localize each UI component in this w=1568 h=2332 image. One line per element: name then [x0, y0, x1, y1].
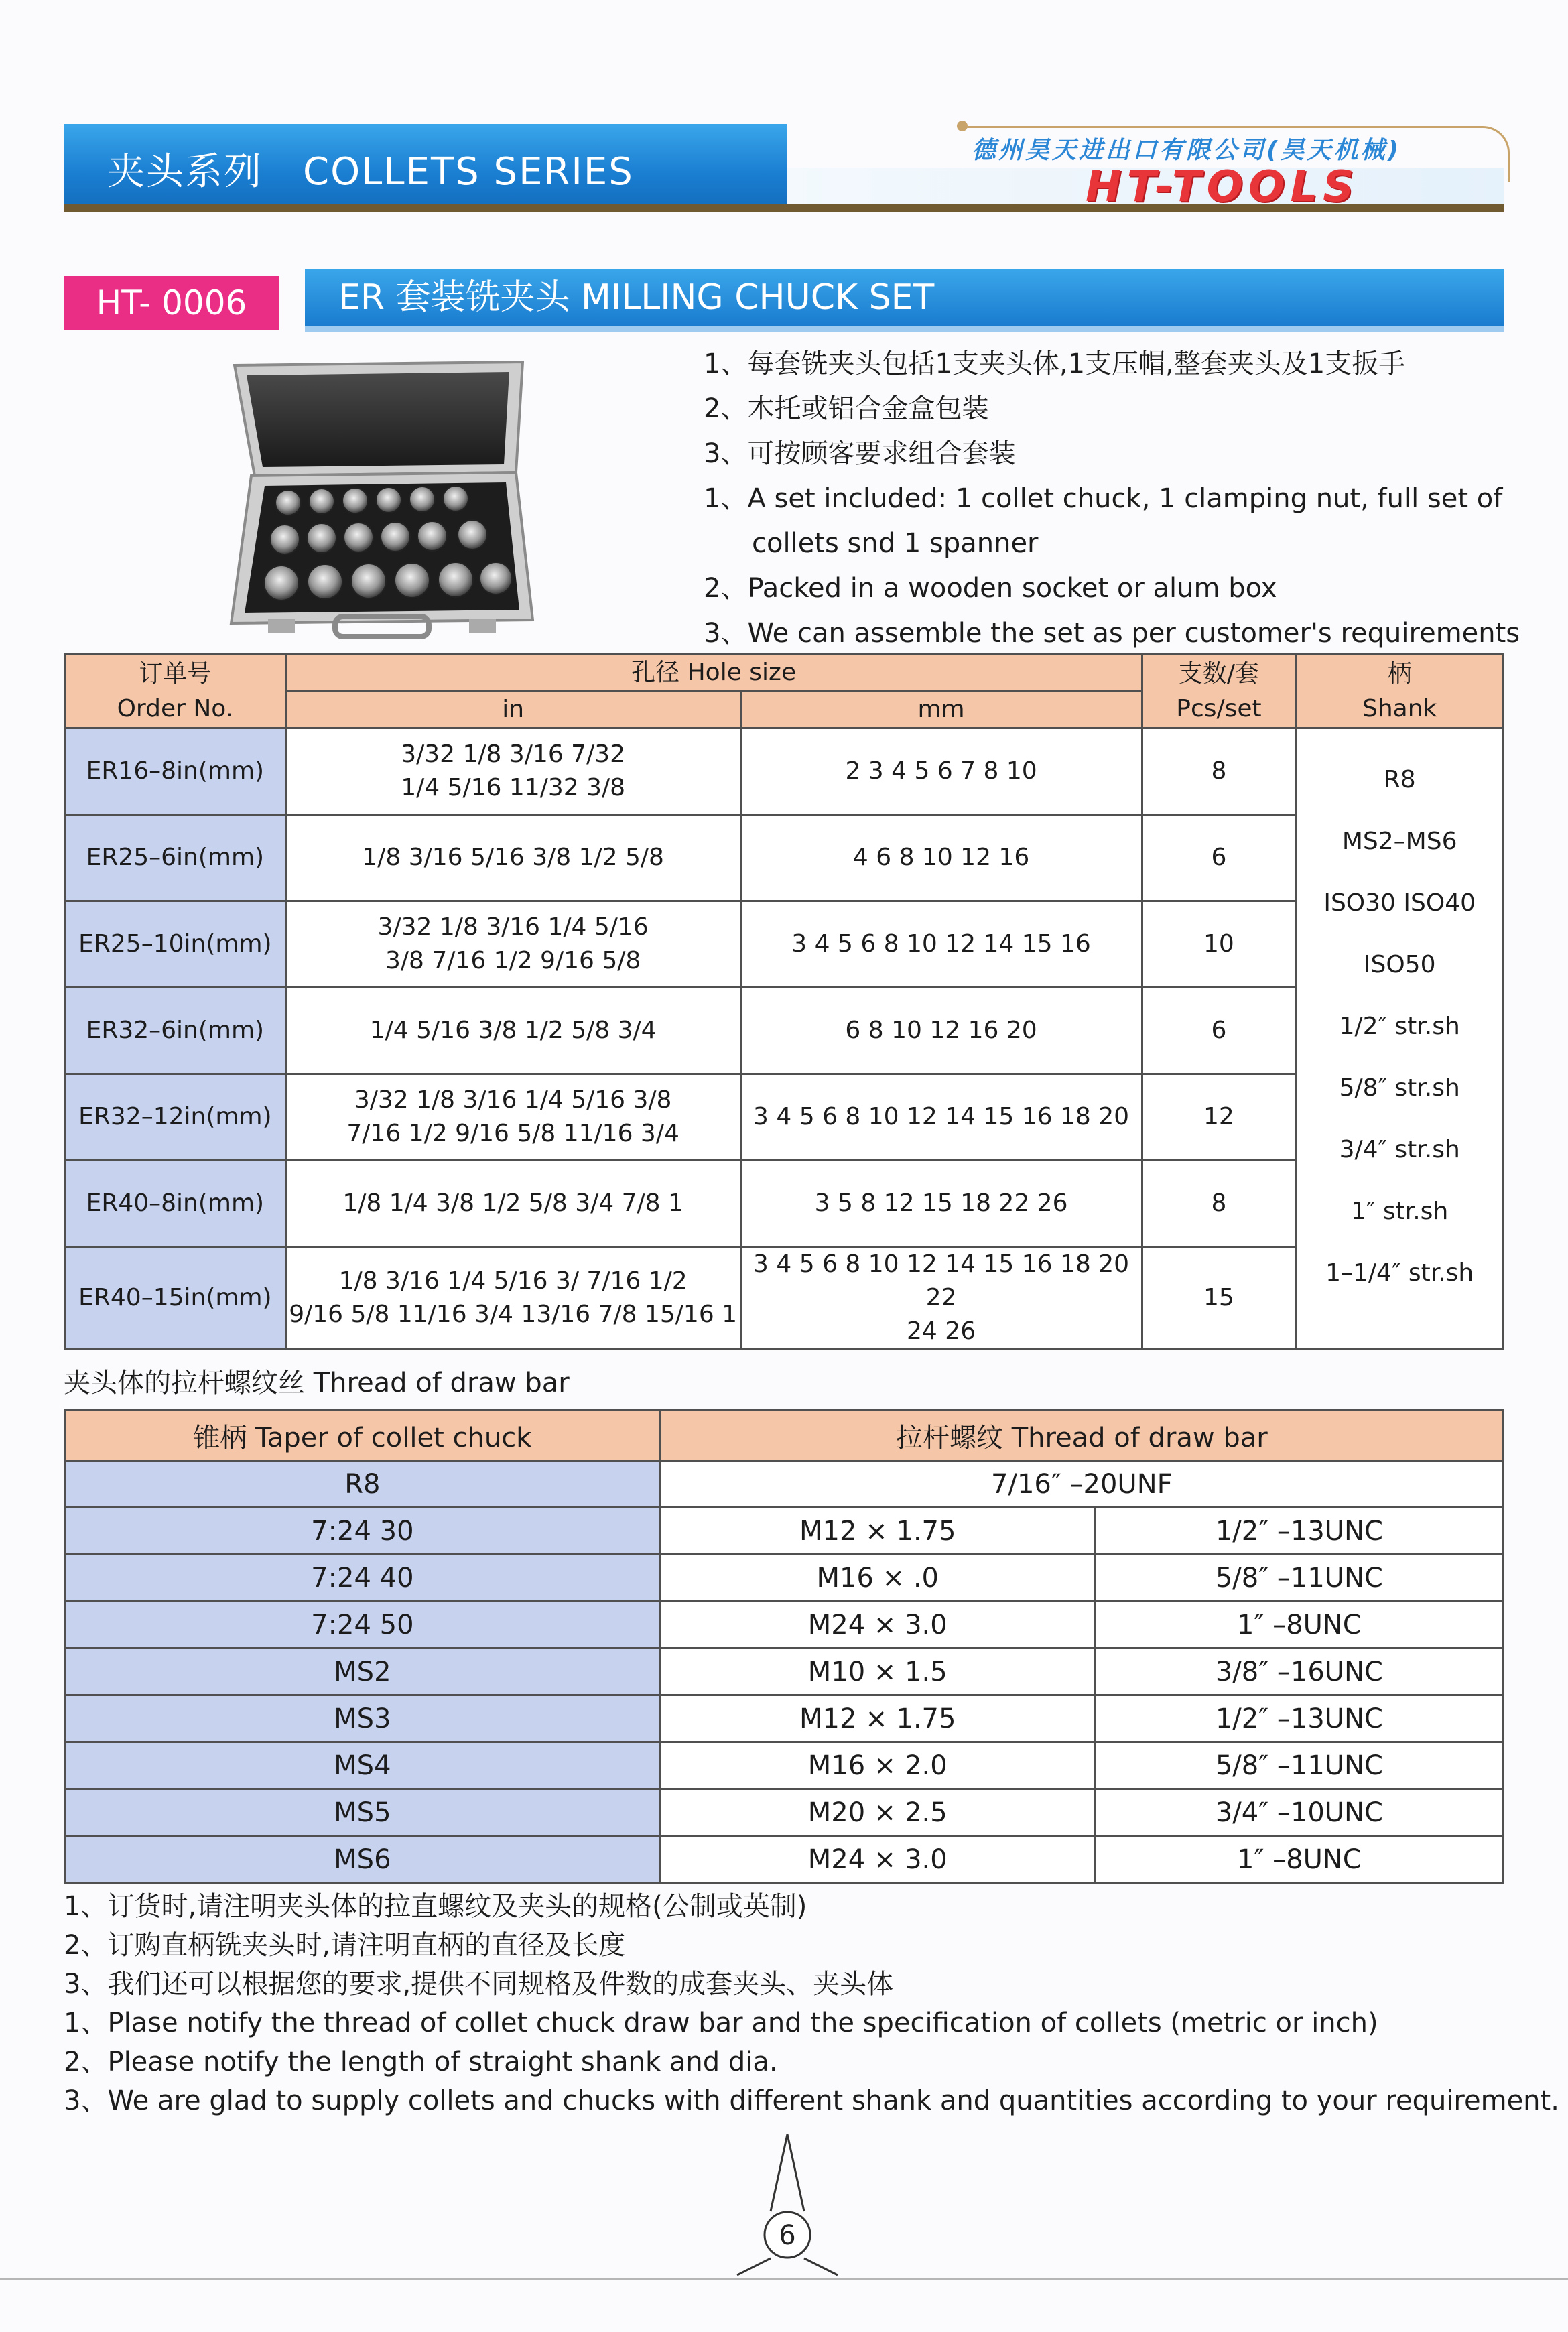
note-line: 2、木托或铝合金盒包装: [704, 393, 989, 424]
pcs-cell: 15: [1142, 1247, 1296, 1350]
product-notes: [704, 342, 1520, 656]
product-title: ER 套装铣夹头 MILLING CHUCK SET: [305, 269, 1504, 326]
footnotes: [64, 1887, 1559, 2120]
collet-case-image: [228, 352, 536, 647]
table-row: [65, 1789, 1504, 1836]
shank-item: R8: [1383, 766, 1416, 793]
inch-cell: 5/8″ –11UNC: [1095, 1742, 1503, 1789]
shank-list: [1296, 728, 1504, 1350]
shank-item: 1–1/4″ str.sh: [1325, 1259, 1474, 1287]
pcs-cell: 8: [1142, 1161, 1296, 1247]
inch-cell: 1/2″ –13UNC: [1095, 1508, 1503, 1555]
note-line: 2、Packed in a wooden socket or alum box: [704, 573, 1277, 604]
mm-cell: 3 4 5 6 8 10 12 14 15 16: [740, 901, 1142, 988]
product-title-shadow: [305, 326, 1504, 332]
mm-cell: 2 3 4 5 6 7 8 10: [740, 728, 1142, 815]
brand-logo: HT-TOOLS: [1086, 162, 1360, 212]
mm-header: mm: [740, 692, 1142, 728]
shank-header: 柄 Shank: [1296, 655, 1504, 728]
pcs-cell: 10: [1142, 901, 1296, 988]
draw-bar-thread-table: [64, 1409, 1504, 1884]
company-name: 德州昊天进出口有限公司(昊天机械): [972, 137, 1401, 164]
pcs-cell: 12: [1142, 1074, 1296, 1161]
table-row: [65, 1555, 1504, 1602]
table-row: [65, 1836, 1504, 1883]
inch-cell: 5/8″ –11UNC: [1095, 1555, 1503, 1602]
shank-item: MS2–MS6: [1342, 828, 1457, 855]
table-row: [65, 1508, 1504, 1555]
pcs-cell: 8: [1142, 728, 1296, 815]
thread-header: 拉杆螺纹 Thread of draw bar: [660, 1411, 1503, 1461]
note-line: 3、可按顾客要求组合套装: [704, 438, 1016, 469]
table-row: [65, 1461, 1504, 1508]
table-row: [65, 1161, 1504, 1247]
mm-cell: 3 5 8 12 15 18 22 26: [740, 1161, 1142, 1247]
order-no-header: 订单号 Order No.: [65, 655, 286, 728]
metric-cell: M10 × 1.5: [660, 1648, 1095, 1695]
in-cell: 3/32 1/8 3/16 1/4 5/16 3/8 7/16 1/2 9/16 5/8 11/16 3/4: [285, 1074, 740, 1161]
pcs-header: 支数/套 Pcs/set: [1142, 655, 1296, 728]
footnote-line: 3、We are glad to supply collets and chucks with different shank and quantities according to your requirement.: [64, 2085, 1559, 2116]
in-cell: 3/32 1/8 3/16 1/4 5/16 3/8 7/16 1/2 9/16 5/8: [285, 901, 740, 988]
footnote-line: 1、订货时,请注明夹头体的拉直螺纹及夹头的规格(公制或英制): [64, 1891, 807, 1922]
footnote-line: 3、我们还可以根据您的要求,提供不同规格及件数的成套夹头、夹头体: [64, 1969, 894, 2000]
footnote-line: 2、Please notify the length of straight shank and dia.: [64, 2047, 778, 2077]
table-row: [65, 988, 1504, 1074]
taper-cell: MS3: [65, 1695, 661, 1742]
metric-cell: M16 × 2.0: [660, 1742, 1095, 1789]
order-cell: ER16–8in(mm): [65, 728, 286, 815]
product-code: HT- 0006: [64, 276, 279, 330]
in-header: in: [285, 692, 740, 728]
in-cell: 3/32 1/8 3/16 7/32 1/4 5/16 11/32 3/8: [285, 728, 740, 815]
taper-cell: MS2: [65, 1648, 661, 1695]
taper-cell: 7:24 40: [65, 1555, 661, 1602]
metric-cell: M24 × 3.0: [660, 1602, 1095, 1648]
table-row: [65, 1602, 1504, 1648]
mm-cell: 6 8 10 12 16 20: [740, 988, 1142, 1074]
note-line: 1、每套铣夹头包括1支夹头体,1支压帽,整套夹头及1支扳手: [704, 348, 1406, 379]
footnote-line: 2、订购直柄铣夹头时,请注明直柄的直径及长度: [64, 1930, 626, 1961]
page-number-mark: [734, 2131, 841, 2278]
series-title-en: COLLETS SERIES: [303, 150, 634, 194]
pcs-cell: 6: [1142, 815, 1296, 901]
bottom-rule: [0, 2278, 1568, 2280]
shank-item: 1″ str.sh: [1351, 1197, 1449, 1225]
pcs-cell: 6: [1142, 988, 1296, 1074]
in-cell: 1/8 1/4 3/8 1/2 5/8 3/4 7/8 1: [285, 1161, 740, 1247]
order-cell: ER40–8in(mm): [65, 1161, 286, 1247]
series-title: [107, 142, 634, 196]
note-line: 1、A set included: 1 collet chuck, 1 clamping nut, full set of: [704, 483, 1503, 514]
table-row: [65, 1074, 1504, 1161]
series-title-cn: 夹头系列: [107, 150, 263, 194]
taper-cell: MS5: [65, 1789, 661, 1836]
thread-caption: 夹头体的拉杆螺纹丝 Thread of draw bar: [64, 1368, 570, 1399]
inch-cell: 3/4″ –10UNC: [1095, 1789, 1503, 1836]
shank-item: 3/4″ str.sh: [1339, 1136, 1460, 1163]
shank-item: ISO30 ISO40: [1323, 889, 1476, 917]
note-line: 3、We can assemble the set as per customer's requirements: [704, 618, 1520, 649]
metric-cell: M12 × 1.75: [660, 1695, 1095, 1742]
table-row: [65, 1247, 1504, 1350]
table-row: [65, 1695, 1504, 1742]
taper-cell: 7:24 50: [65, 1602, 661, 1648]
table-row: [65, 1648, 1504, 1695]
metric-cell: M12 × 1.75: [660, 1508, 1095, 1555]
in-cell: 1/8 3/16 5/16 3/8 1/2 5/8: [285, 815, 740, 901]
metric-cell: M24 × 3.0: [660, 1836, 1095, 1883]
table-row: [65, 1742, 1504, 1789]
table-row: [65, 815, 1504, 901]
order-cell: ER32–12in(mm): [65, 1074, 286, 1161]
collet-set-table: [64, 653, 1504, 1350]
header-dot: [957, 121, 968, 131]
order-cell: ER25–6in(mm): [65, 815, 286, 901]
mm-cell: 3 4 5 6 8 10 12 14 15 16 18 20: [740, 1074, 1142, 1161]
order-cell: ER32–6in(mm): [65, 988, 286, 1074]
footnote-line: 1、Plase notify the thread of collet chuck draw bar and the specification of collets (metric or inch): [64, 2008, 1378, 2038]
thread-cell: 7/16″ –20UNF: [660, 1461, 1503, 1508]
shank-item: ISO50: [1363, 951, 1436, 978]
page-number: 6: [779, 2220, 796, 2251]
inch-cell: 1″ –8UNC: [1095, 1836, 1503, 1883]
inch-cell: 3/8″ –16UNC: [1095, 1648, 1503, 1695]
metric-cell: M20 × 2.5: [660, 1789, 1095, 1836]
in-cell: 1/8 3/16 1/4 5/16 3/ 7/16 1/2 9/16 5/8 11/16 3/4 13/16 7/8 15/16 1: [285, 1247, 740, 1350]
in-cell: 1/4 5/16 3/8 1/2 5/8 3/4: [285, 988, 740, 1074]
order-cell: ER25–10in(mm): [65, 901, 286, 988]
mm-cell: 4 6 8 10 12 16: [740, 815, 1142, 901]
shank-item: 1/2″ str.sh: [1339, 1013, 1460, 1040]
table-row: [65, 728, 1504, 815]
mm-cell: 3 4 5 6 8 10 12 14 15 16 18 20 22 24 26: [740, 1247, 1142, 1350]
taper-cell: R8: [65, 1461, 661, 1508]
taper-cell: MS6: [65, 1836, 661, 1883]
taper-cell: 7:24 30: [65, 1508, 661, 1555]
inch-cell: 1/2″ –13UNC: [1095, 1695, 1503, 1742]
hole-size-header: 孔径 Hole size: [285, 655, 1142, 692]
metric-cell: M16 × .0: [660, 1555, 1095, 1602]
inch-cell: 1″ –8UNC: [1095, 1602, 1503, 1648]
taper-cell: MS4: [65, 1742, 661, 1789]
note-line: collets snd 1 spanner: [752, 528, 1039, 559]
order-cell: ER40–15in(mm): [65, 1247, 286, 1350]
table-row: [65, 901, 1504, 988]
taper-header: 锥柄 Taper of collet chuck: [65, 1411, 661, 1461]
shank-item: 5/8″ str.sh: [1339, 1074, 1460, 1102]
